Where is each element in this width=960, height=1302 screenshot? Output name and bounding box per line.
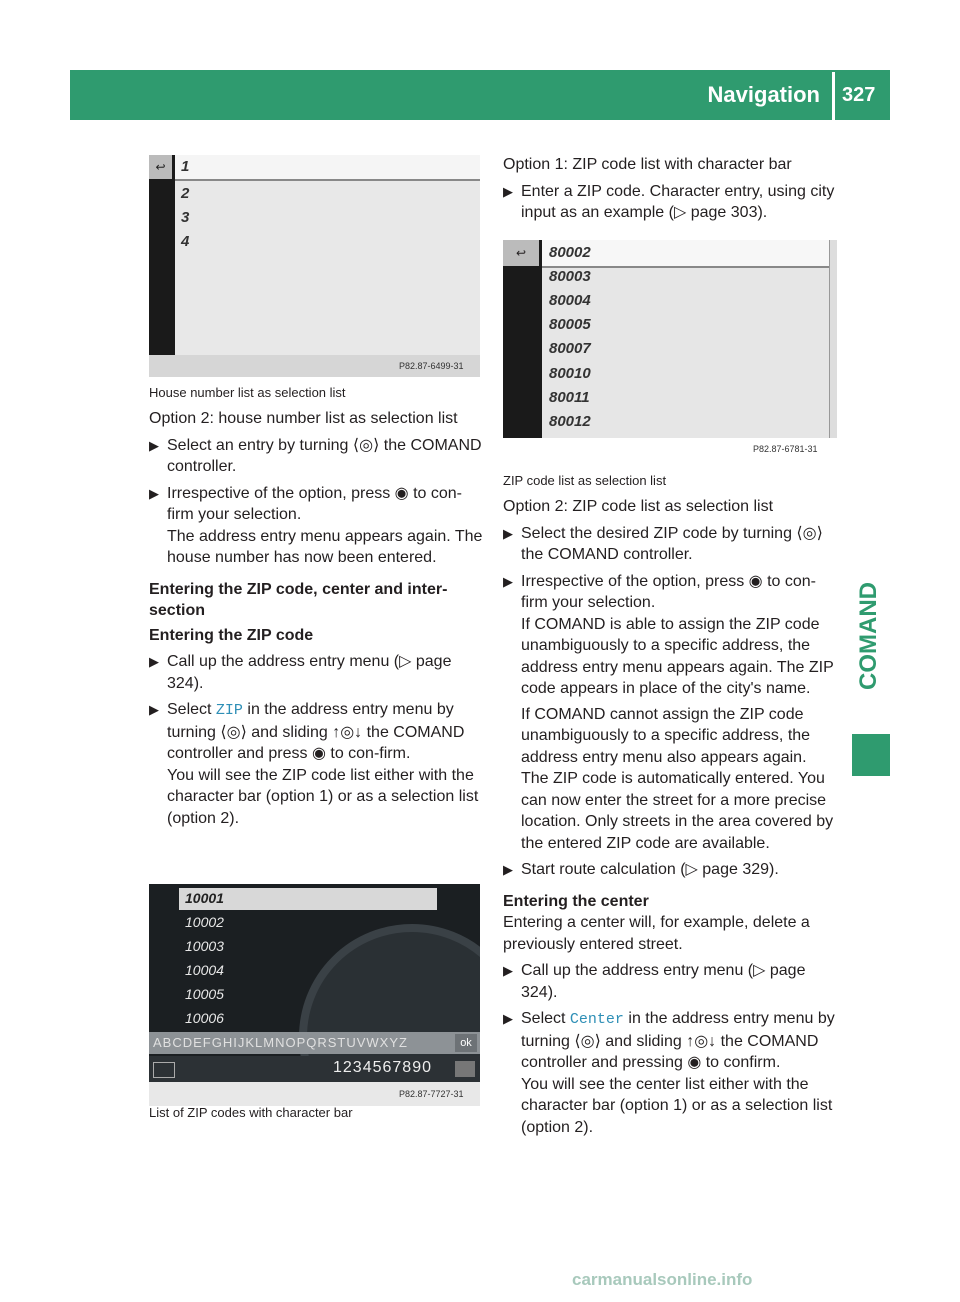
bullet-arrow-icon: ▶ [503, 862, 513, 877]
figure-caption: List of ZIP codes with character bar [149, 1105, 353, 1120]
bullet-item [503, 1008, 838, 1138]
bullet-arrow-icon: ▶ [503, 1011, 513, 1026]
image-footer [149, 355, 480, 377]
paragraph: Option 1: ZIP code list with character bar [503, 156, 792, 173]
bullet-arrow-icon: ▶ [149, 485, 159, 501]
section-heading: Entering the ZIP code, center and inter-section [149, 580, 448, 619]
list-item: 80012 [549, 413, 591, 430]
bullet-continuation: You will see the ZIP code list either with the character bar (option 1) or as a selection list (option 2). [167, 766, 479, 827]
list-item: 80007 [549, 340, 591, 357]
right-column-bottom [503, 472, 838, 1138]
image-code: P82.87-6781-31 [753, 444, 818, 454]
bullet-arrow-icon: ▶ [149, 702, 159, 717]
list-item: 1 [181, 158, 190, 175]
watermark: carmanualsonline.info [572, 1270, 753, 1289]
page-number: 327 [842, 84, 876, 106]
list-item: 10002 [185, 914, 224, 930]
bullet-item [149, 699, 484, 829]
bullet-text-pre: Select [167, 701, 216, 718]
left-bar [149, 155, 172, 355]
paragraph: Option 2: house number list as selection list [149, 410, 458, 427]
character-bar: ABCDEFGHIJKLMNOPQRSTUVWXYZ [149, 1032, 480, 1054]
figure-caption: ZIP code list as selection list [503, 473, 667, 488]
list-item: 80002 [549, 244, 591, 261]
list-item: 2 [181, 185, 190, 202]
bullet-continuation: If COMAND is able to assign the ZIP code unambiguously to a specific address, the address entry menu appears again. The ZIP code appears in place of the city's name. [521, 615, 834, 697]
bullet-item [503, 181, 838, 224]
bullet-arrow-icon: ▶ [503, 573, 513, 589]
bullet-text: Irrespective of the option, press ◉ to con-firm your selection. [521, 572, 816, 611]
list-item: 80004 [549, 292, 591, 309]
list-item: 10006 [185, 1010, 224, 1026]
bullet-text: Select the desired ZIP code by turning ⟨◎⟩ the COMAND controller. [521, 524, 823, 563]
figure-caption: House number list as selection list [149, 385, 346, 400]
list-item: 4 [181, 233, 190, 250]
image-footer [503, 438, 836, 460]
bullet-item [149, 435, 484, 478]
divider [172, 155, 175, 355]
image-code: P82.87-6499-31 [399, 361, 464, 371]
bullet-text: Call up the address entry menu (▷ page 324). [167, 653, 452, 692]
bullet-arrow-icon: ▶ [149, 654, 159, 669]
bullet-text: Select an entry by turning ⟨◎⟩ the COMAND controller. [167, 436, 482, 475]
header-divider [832, 72, 835, 120]
digit-row: 1234567890 [333, 1059, 432, 1076]
image-code: P82.87-7727-31 [399, 1089, 464, 1099]
side-tab-block [852, 734, 890, 776]
bullet-text-post: in the address entry menu by turning ⟨◎⟩ and sliding ↑◎↓ the COMAND controller and press ◉ to con-firm. [167, 701, 465, 762]
ok-button: ok [455, 1034, 477, 1052]
list-item: 10004 [185, 962, 224, 978]
right-column-top [503, 154, 838, 224]
bullet-text: Call up the address entry menu (▷ page 324). [521, 962, 806, 1001]
menu-item-zip: ZIP [215, 702, 243, 719]
bullet-text-pre: Select [521, 1010, 570, 1027]
left-button [153, 1062, 175, 1078]
bullet-arrow-icon: ▶ [503, 963, 513, 978]
section-title: Navigation [707, 82, 820, 107]
list-item: 80010 [549, 365, 591, 382]
highlight-row [175, 155, 480, 181]
list-item: 80003 [549, 268, 591, 285]
section-heading: Entering the center [503, 892, 649, 910]
list-item: 3 [181, 209, 190, 226]
bullet-item [149, 651, 484, 694]
side-tab-label: COMAND [855, 582, 882, 690]
back-icon: ↩ [149, 155, 172, 179]
zip-selection-list-screen [503, 240, 836, 460]
bullet-continuation: The address entry menu appears again. The house number has now been entered. [167, 527, 483, 566]
divider [539, 240, 542, 438]
paragraph: Entering a center will, for example, delete a previously entered street. [503, 914, 810, 953]
list-item: 10005 [185, 986, 224, 1002]
paragraph: Option 2: ZIP code list as selection list [503, 498, 774, 515]
bullet-item [503, 523, 838, 566]
scrollbar [829, 240, 837, 438]
bullet-text: Irrespective of the option, press ◉ to con-firm your selection. [167, 484, 462, 523]
left-bar [503, 240, 539, 438]
bullet-arrow-icon: ▶ [149, 437, 159, 453]
bullet-text: Enter a ZIP code. Character entry, using city input as an example (▷ page 303). [521, 182, 835, 221]
bullet-continuation: You will see the center list either with the character bar (option 1) or as a selection list (option 2). [521, 1075, 833, 1136]
image-footer [149, 1082, 480, 1106]
subsection-heading: Entering the ZIP code [149, 626, 314, 644]
zip-character-bar-screen [149, 884, 480, 1106]
bullet-item [503, 859, 838, 881]
bullet-continuation: If COMAND cannot assign the ZIP code unambiguously to a specific address, the address entry menu also appears again. The ZIP code is automatically entered. You can now enter the street for a more precise location. Only streets in the area covered by the entered ZIP code are available. [521, 705, 834, 852]
bullet-arrow-icon: ▶ [503, 183, 513, 199]
list-item: 10003 [185, 938, 224, 954]
bullet-text: Start route calculation (▷ page 329). [521, 861, 779, 878]
left-column [149, 384, 484, 829]
right-button [455, 1061, 475, 1077]
number-bar [149, 1056, 480, 1082]
house-number-list-screen [149, 155, 480, 377]
bullet-item [503, 960, 838, 1003]
back-icon: ↩ [503, 240, 539, 266]
list-item: 10001 [185, 890, 224, 906]
menu-item-center: Center [569, 1011, 624, 1028]
bullet-item [503, 571, 838, 855]
list-item: 80005 [549, 316, 591, 333]
bullet-item [149, 483, 484, 569]
bullet-text-post: in the address entry menu by turning ⟨◎⟩ and sliding ↑◎↓ the COMAND controller and pressing ◉ to confirm. [521, 1010, 835, 1071]
bullet-arrow-icon: ▶ [503, 525, 513, 541]
list-item: 80011 [549, 389, 590, 406]
